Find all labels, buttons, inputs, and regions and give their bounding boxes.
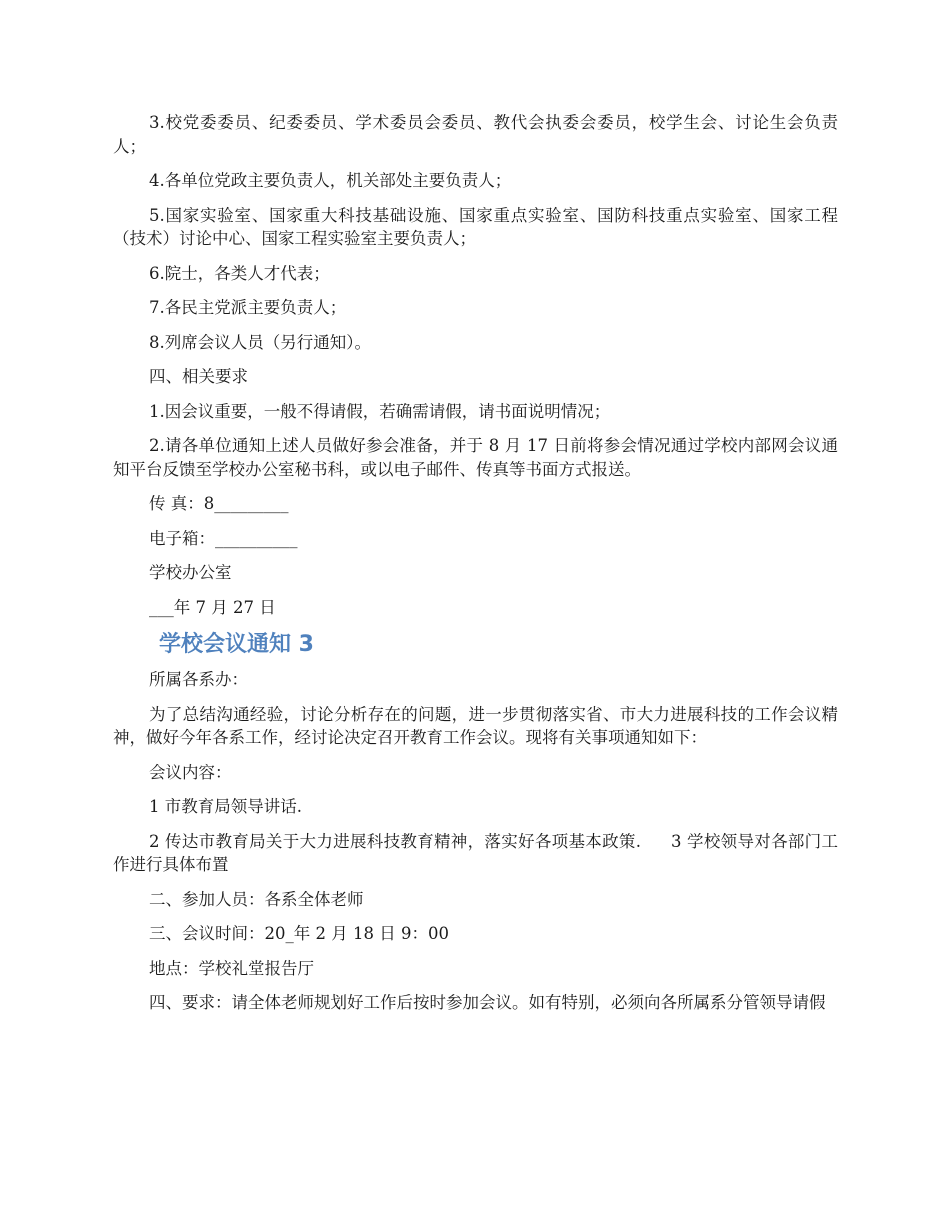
attendee-item-4: 4.各单位党政主要负责人，机关部处主要负责人； [149,171,512,190]
attendee-item-6: 6.院士，各类人才代表； [149,263,330,283]
content-item-2: 2 传达市教育局关于大力进展科技教育精神，落实好各项基本政策. [149,831,641,851]
meeting-time: 三、会议时间：20_年 2 月 18 日 9：00 [149,924,449,943]
notice-3-heading: 学校会议通知 3 [159,632,314,657]
requirement-item-2: 2.请各单位通知上述人员做好参会准备，并于 8 月 17 日前将参会情况通过学校内部网会议通知平台反馈至学校办公室秘书科，或以电子邮件、传真等书面方式报送。 [113,436,838,479]
document-body [113,111,838,1026]
content-item-1: 1 市教育局领导讲话. [149,797,302,816]
meeting-location: 地点：学校礼堂报告厅 [149,958,314,978]
content-item-2-3 [113,830,838,877]
content-title: 会议内容： [149,762,232,782]
requirements-line: 四、要求：请全体老师规划好工作后按时参加会议。如有特别，必须向各所属系分管领导请假 [149,993,826,1012]
requirement-item-1: 1.因会议重要，一般不得请假，若确需请假，请书面说明情况； [149,401,611,421]
requirements-title: 四、相关要求 [149,367,248,386]
attendees-line: 二、参加人员：各系全体老师 [149,889,364,909]
signer: 学校办公室 [149,563,232,582]
email-line: 电子箱：__________ [149,528,298,548]
issue-date: ___年 7 月 27 日 [149,597,276,617]
attendee-item-3: 3.校党委委员、纪委委员、学术委员会委员、教代会执委会委员，校学生会、讨论生会负责人； [113,113,838,156]
content-item-3: 3 学校领导对各部门工作进行具体布置 [113,831,838,874]
attendee-item-5: 5.国家实验室、国家重大科技基础设施、国家重点实验室、国防科技重点实验室、国家工程（技术）讨论中心、国家工程实验室主要负责人； [113,205,838,248]
attendee-item-8: 8.列席会议人员（另行通知）。 [149,332,371,352]
salutation: 所属各系办： [149,670,248,689]
intro-paragraph: 为了总结沟通经验，讨论分析存在的问题，进一步贯彻落实省、市大力进展科技的工作会议精神，做好今年各系工作，经讨论决定召开教育工作会议。现将有关事项通知如下： [113,704,838,747]
fax-line: 传 真：8_________ [149,494,289,513]
attendee-item-7: 7.各民主党派主要负责人； [149,298,347,317]
